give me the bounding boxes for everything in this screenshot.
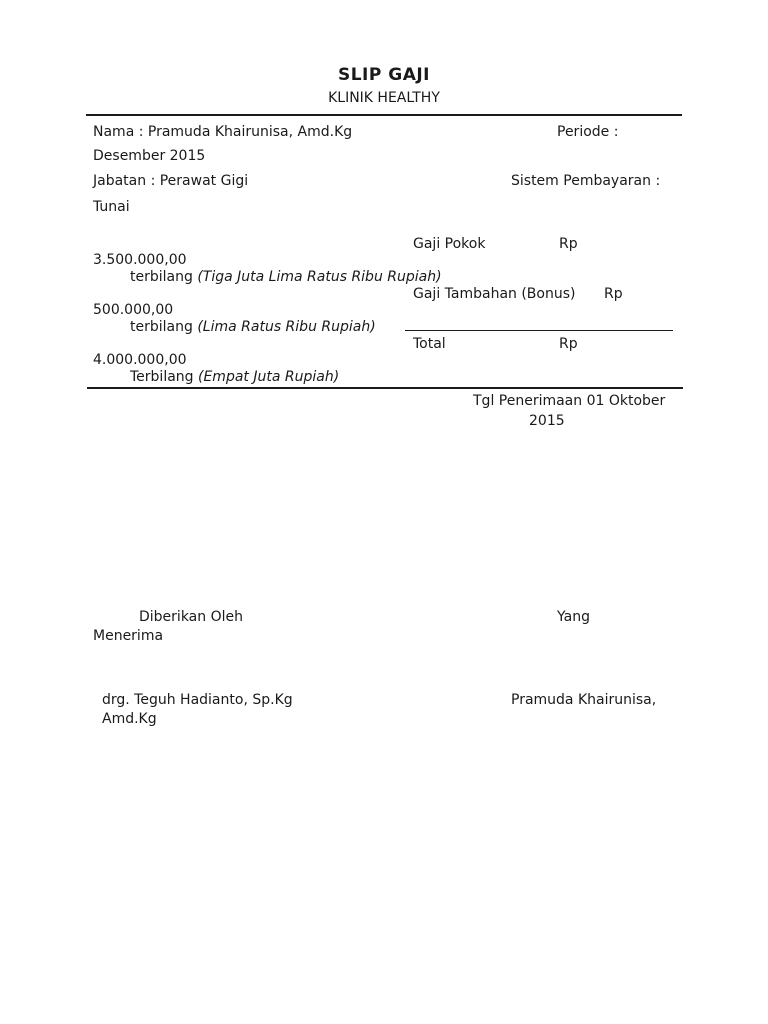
base-salary-in-words	[130, 268, 442, 286]
employee-position: Jabatan : Perawat Gigi	[93, 173, 249, 189]
receiver-name-line1: Pramuda Khairunisa,	[511, 692, 657, 708]
receiver-name-line2: Amd.Kg	[102, 711, 157, 727]
employee-name: Nama : Pramuda Khairunisa, Amd.Kg	[93, 124, 353, 140]
payment-system-value: Tunai	[93, 199, 130, 215]
slip-title: SLIP GAJI	[337, 65, 431, 85]
payment-system-label: Sistem Pembayaran :	[511, 173, 661, 189]
receipt-date-line1: Tgl Penerimaan 01 Oktober	[473, 393, 666, 409]
period-label: Periode :	[557, 124, 619, 140]
total-in-words	[130, 368, 339, 386]
words-text: (Tiga Juta Lima Ratus Ribu Rupiah)	[197, 269, 442, 285]
total-label: Total	[413, 336, 446, 352]
bonus-salary-currency: Rp	[604, 286, 623, 302]
giver-name: drg. Teguh Hadianto, Sp.Kg	[102, 692, 293, 708]
base-salary-currency: Rp	[559, 236, 578, 252]
base-salary-amount: 3.500.000,00	[93, 252, 187, 268]
giver-label: Diberikan Oleh	[139, 609, 243, 625]
bonus-salary-amount: 500.000,00	[93, 302, 174, 318]
receiver-label-line1: Yang	[557, 609, 590, 625]
receipt-date-line2: 2015	[529, 413, 565, 429]
total-currency: Rp	[559, 336, 578, 352]
clinic-name: KLINIK HEALTHY	[328, 90, 440, 106]
words-prefix: terbilang	[130, 319, 198, 335]
bonus-salary-label: Gaji Tambahan (Bonus)	[413, 286, 576, 302]
period-value: Desember 2015	[93, 148, 206, 164]
base-salary-label: Gaji Pokok	[413, 236, 486, 252]
words-prefix: terbilang	[130, 269, 198, 285]
header-divider	[86, 114, 682, 116]
words-prefix: Terbilang	[130, 369, 198, 385]
words-text: (Empat Juta Rupiah)	[198, 369, 340, 385]
words-text: (Lima Ratus Ribu Rupiah)	[197, 319, 376, 335]
total-amount: 4.000.000,00	[93, 352, 187, 368]
bonus-salary-in-words	[130, 318, 376, 336]
receiver-label-line2: Menerima	[93, 628, 164, 644]
footer-divider	[87, 387, 683, 389]
subtotal-divider	[405, 330, 673, 331]
